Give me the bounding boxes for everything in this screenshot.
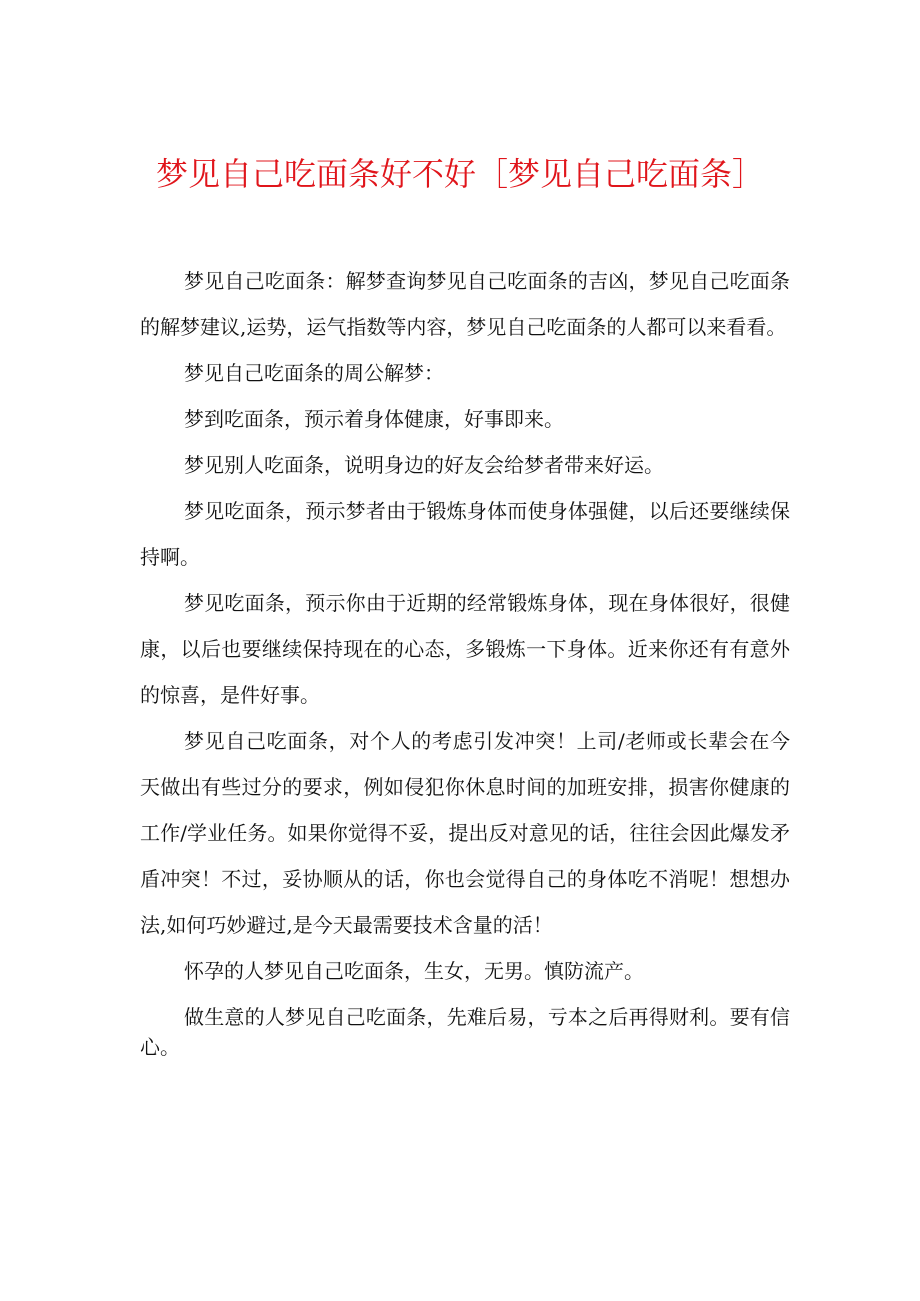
document-body (140, 258, 790, 1062)
paragraph-others-eating: 梦见别人吃面条，说明身边的好友会给梦者带来好运。 (184, 453, 664, 477)
document-title: 梦见自己吃面条好不好［梦见自己吃面条］ (155, 155, 764, 193)
paragraph-business: 做生意的人梦见自己吃面条，先难后易，亏本之后再得财利。要有信心。 (140, 1005, 790, 1059)
paragraph-pregnant: 怀孕的人梦见自己吃面条，生女，无男。慎防流产。 (184, 959, 644, 983)
paragraph-conflict: 梦见自己吃面条，对个人的考虑引发冲突！上司/老师或长辈会在今天做出有些过分的要求，例如侵犯你休息时间的加班安排，损害你健康的工作/学业任务。如果你觉得不妥，提出反对意见的话，往往会因此爆发矛盾冲突！不过，妥协顺从的话，你也会觉得自己的身体吃不消呢！想想办法,如何巧妙避过,是今天最需要技术含量的活！ (140, 729, 790, 937)
paragraph-intro: 梦见自己吃面条：解梦查询梦见自己吃面条的吉凶，梦见自己吃面条的解梦建议,运势，运气指数等内容，梦见自己吃面条的人都可以来看看。 (140, 269, 790, 339)
paragraph-health: 梦见吃面条，预示你由于近期的经常锻炼身体，现在身体很好，很健康，以后也要继续保持现在的心态，多锻炼一下身体。近来你还有有意外的惊喜，是件好事。 (140, 591, 790, 707)
paragraph-heading-zhougong: 梦见自己吃面条的周公解梦： (184, 361, 444, 385)
paragraph-exercise: 梦见吃面条，预示梦者由于锻炼身体而使身体强健，以后还要继续保持啊。 (140, 499, 790, 569)
paragraph-dream-eating-noodles: 梦到吃面条，预示着身体健康，好事即来。 (184, 407, 564, 431)
